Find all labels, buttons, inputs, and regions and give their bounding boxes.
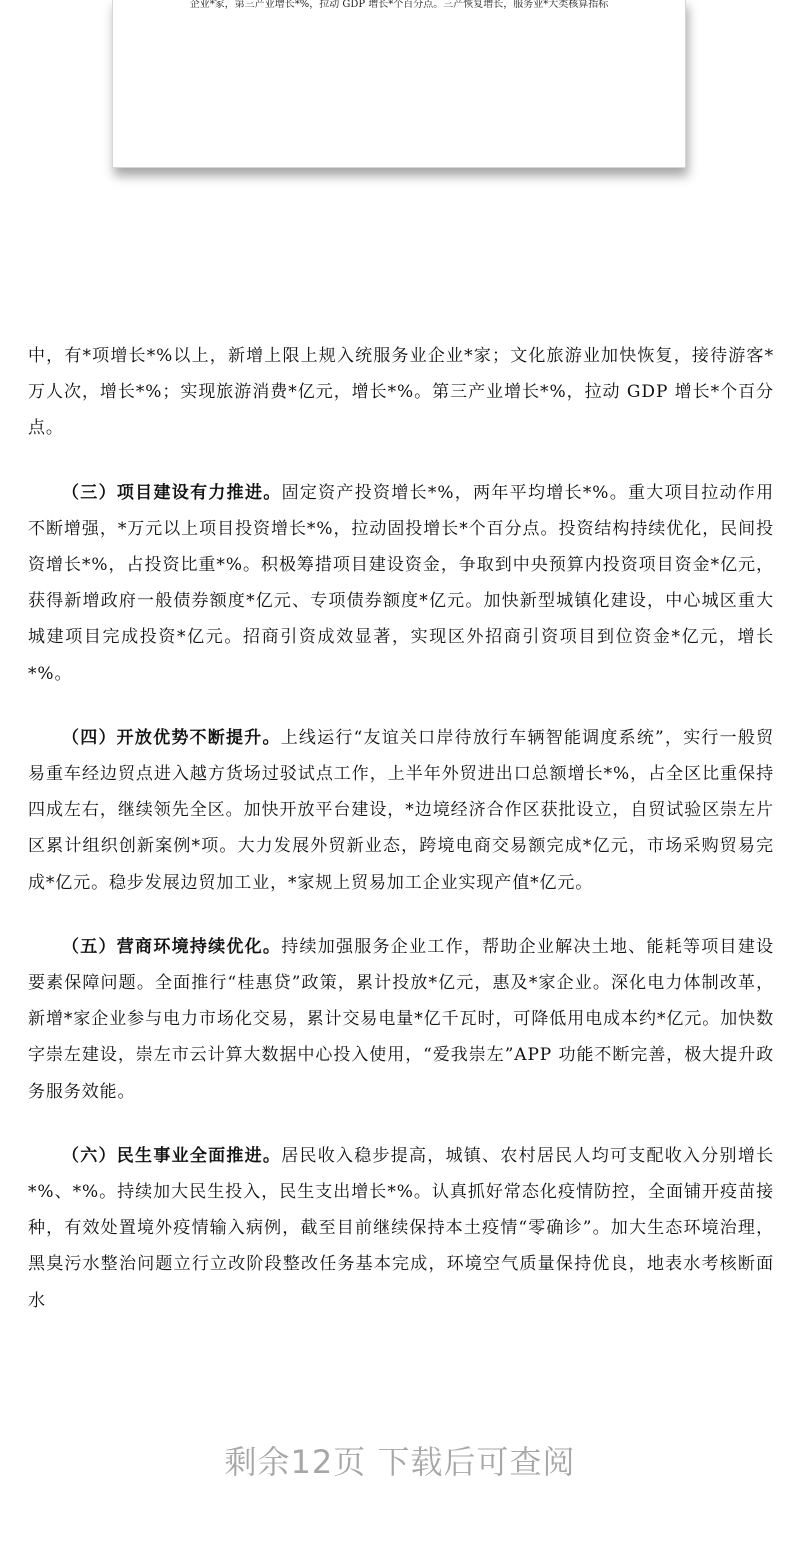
paragraph-business-environment <box>28 929 774 1110</box>
paragraph-project-construction <box>28 475 774 692</box>
paragraph-livelihood <box>28 1138 774 1319</box>
paragraph-text: 持续加强服务企业工作，帮助企业解决土地、能耗等项目建设要素保障问题。全面推行“桂惠贷”政策，累计投放*亿元，惠及*家企业。深化电力体制改革，新增*家企业参与电力市场化交易，累计交易电量*亿千瓦时，可降低用电成本约*亿元。加快数字崇左建设，崇左市云计算大数据中心投入使用，“爱我崇左”APP 功能不断完善，极大提升政务服务效能。 <box>28 936 774 1102</box>
paragraph-text: 居民收入稳步提高，城镇、农村居民人均可支配收入分别增长*%、*%。持续加大民生投入，民生支出增长*%。认真抓好常态化疫情防控，全面铺开疫苗接种，有效处置境外疫情输入病例，截至目前继续保持本土疫情“零确诊”。加大生态环境治理，黑臭污水整治问题立行立改阶段整改任务基本完成，环境空气质量保持优良，地表水考核断面水 <box>28 1145 774 1311</box>
remaining-pages-notice[interactable]: 剩余12页 下载后可查阅 <box>224 1443 576 1481</box>
paragraph-heading: （六）民生事业全面推进。 <box>62 1145 282 1166</box>
paragraph-heading: （四）开放优势不断提升。 <box>62 727 281 748</box>
paragraph-heading: （三）项目建设有力推进。 <box>62 482 282 503</box>
paragraph-opening-up <box>28 720 774 901</box>
paragraph-text: 上线运行“友谊关口岸待放行车辆智能调度系统”，实行一般贸易重车经边贸点进入越方货场过驳试点工作，上半年外贸进出口总额增长*%，占全区比重保持四成左右，继续领先全区。加快开放平台建设，*边境经济合作区获批设立，自贸试验区崇左片区累计组织创新案例*项。大力发展外贸新业态，跨境电商交易额完成*亿元，市场采购贸易完成*亿元。稳步发展边贸加工业，*家规上贸易加工企业实现产值*亿元。 <box>28 727 774 893</box>
preview-page-tail-text: 企业*家，第三产业增长*%，拉动 GDP 增长*个百分点。三产恢复增长，服务业*大类核算指标 <box>189 0 609 10</box>
paragraph-text: 固定资产投资增长*%，两年平均增长*%。重大项目拉动作用不断增强，*万元以上项目投资增长*%，拉动固投增长*个百分点。投资结构持续优化，民间投资增长*%，占投资比重*%。积极筹措项目建设资金，争取到中央预算内投资项目资金*亿元，获得新增政府一般债券额度*亿元、专项债券额度*亿元。加快新型城镇化建设，中心城区重大城建项目完成投资*亿元。招商引资成效显著，实现区外招商引资项目到位资金*亿元，增长*%。 <box>28 482 774 684</box>
paragraph-heading: （五）营商环境持续优化。 <box>62 936 282 957</box>
paragraph-continuation <box>28 338 774 447</box>
document-body <box>28 338 774 1347</box>
document-preview-page <box>112 0 686 168</box>
paragraph-text: 中，有*项增长*%以上，新增上限上规入统服务业企业*家；文化旅游业加快恢复，接待游客*万人次，增长*%；实现旅游消费*亿元，增长*%。第三产业增长*%，拉动 GDP 增长*个百分点。 <box>28 346 774 439</box>
